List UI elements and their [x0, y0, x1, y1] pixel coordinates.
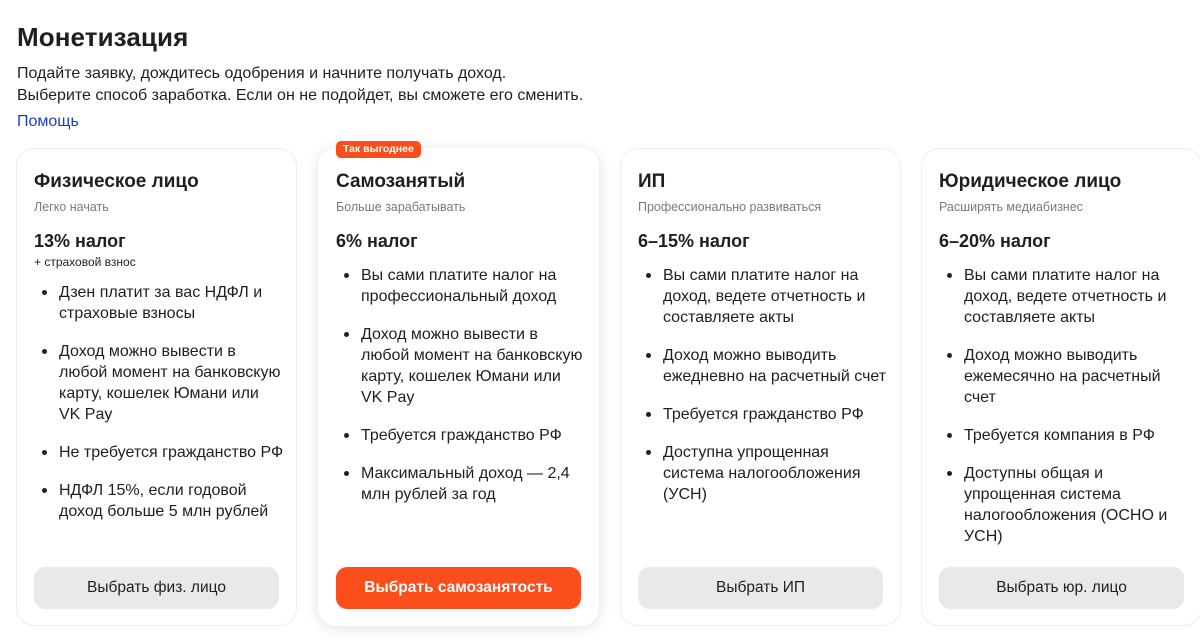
bullet-icon: [947, 471, 952, 476]
feature-item: [34, 442, 284, 463]
choose-individual-button[interactable]: Выбрать физ. лицо: [34, 567, 279, 609]
feature-text: Вы сами платите налог на доход, ведете отчетность и составляете акты: [663, 267, 866, 326]
feature-list: [34, 282, 284, 539]
bullet-icon: [42, 349, 47, 354]
feature-text: Дзен платит за вас НДФЛ и страховые взносы: [59, 284, 263, 322]
bullet-icon: [947, 433, 952, 438]
card-title: Самозанятый: [336, 171, 466, 192]
bullet-icon: [947, 353, 952, 358]
page-title: Монетизация: [17, 22, 189, 52]
feature-text: Доход можно выводить ежедневно на расчетный счет: [663, 347, 887, 385]
card-tax-rate: 6% налог: [336, 231, 418, 251]
bullet-icon: [344, 332, 349, 337]
feature-item: [939, 425, 1189, 446]
feature-list: [336, 265, 586, 522]
card-title: Физическое лицо: [34, 171, 199, 192]
feature-text: Вы сами платите налог на профессиональный доход: [361, 267, 557, 305]
feature-item: [638, 442, 888, 505]
feature-item: [939, 265, 1189, 328]
feature-text: Доход можно выводить ежемесячно на расчетный счет: [964, 347, 1161, 406]
feature-text: Требуется гражданство РФ: [663, 406, 864, 423]
choose-sole-proprietor-button[interactable]: Выбрать ИП: [638, 567, 883, 609]
card-tax-note: + страховой взнос: [34, 255, 136, 269]
feature-text: Требуется гражданство РФ: [361, 427, 562, 444]
bullet-icon: [646, 353, 651, 358]
bullet-icon: [42, 450, 47, 455]
feature-item: [34, 341, 284, 425]
feature-text: Доход можно вывести в любой момент на банковскую карту, кошелек Юмани или VK Pay: [59, 343, 281, 423]
feature-text: Доступны общая и упрощенная система налогообложения (ОСНО и УСН): [964, 465, 1168, 545]
feature-text: Вы сами платите налог на доход, ведете отчетность и составляете акты: [964, 267, 1167, 326]
bullet-icon: [42, 290, 47, 295]
bullet-icon: [646, 412, 651, 417]
feature-text: Доход можно вывести в любой момент на банковскую карту, кошелек Юмани или VK Pay: [361, 326, 583, 406]
feature-item: [336, 265, 586, 307]
page-subtitle-line-2: Выберите способ заработка. Если он не подойдет, вы сможете его сменить.: [17, 87, 584, 104]
card-title: Юридическое лицо: [939, 171, 1122, 192]
card-subtitle: Легко начать: [34, 200, 109, 214]
feature-text: НДФЛ 15%, если годовой доход больше 5 млн рублей: [59, 482, 269, 520]
bullet-icon: [42, 488, 47, 493]
choose-self-employed-button[interactable]: Выбрать самозанятость: [336, 567, 581, 609]
bullet-icon: [344, 273, 349, 278]
feature-text: Доступна упрощенная система налогообложения (УСН): [663, 444, 861, 503]
card-individual: [16, 148, 297, 626]
feature-item: [336, 324, 586, 408]
feature-item: [34, 480, 284, 522]
card-subtitle: Больше зарабатывать: [336, 200, 466, 214]
feature-item: [638, 404, 888, 425]
card-subtitle: Профессионально развиваться: [638, 200, 822, 214]
feature-item: [336, 425, 586, 446]
help-link[interactable]: Помощь: [17, 113, 79, 130]
best-value-badge: Так выгоднее: [336, 141, 421, 158]
feature-list: [939, 265, 1189, 564]
bullet-icon: [646, 450, 651, 455]
card-tax-rate: 13% налог: [34, 231, 126, 251]
feature-item: [939, 345, 1189, 408]
bullet-icon: [344, 471, 349, 476]
bullet-icon: [646, 273, 651, 278]
bullet-icon: [947, 273, 952, 278]
feature-text: Требуется компания в РФ: [964, 427, 1155, 444]
choose-legal-entity-button[interactable]: Выбрать юр. лицо: [939, 567, 1184, 609]
card-self-employed: [318, 143, 599, 626]
card-legal-entity: [921, 148, 1200, 626]
feature-item: [34, 282, 284, 324]
card-title: ИП: [638, 171, 666, 192]
page-subtitle-line-1: Подайте заявку, дождитесь одобрения и начните получать доход.: [17, 65, 507, 82]
feature-item: [939, 463, 1189, 547]
card-tax-rate: 6–20% налог: [939, 231, 1051, 251]
feature-text: Максимальный доход — 2,4 млн рублей за год: [361, 465, 570, 503]
card-subtitle: Расширять медиабизнес: [939, 200, 1083, 214]
bullet-icon: [344, 433, 349, 438]
card-sole-proprietor: [620, 148, 901, 626]
feature-item: [336, 463, 586, 505]
feature-text: Не требуется гражданство РФ: [59, 444, 284, 461]
feature-list: [638, 265, 888, 522]
feature-item: [638, 345, 888, 387]
feature-item: [638, 265, 888, 328]
card-tax-rate: 6–15% налог: [638, 231, 750, 251]
